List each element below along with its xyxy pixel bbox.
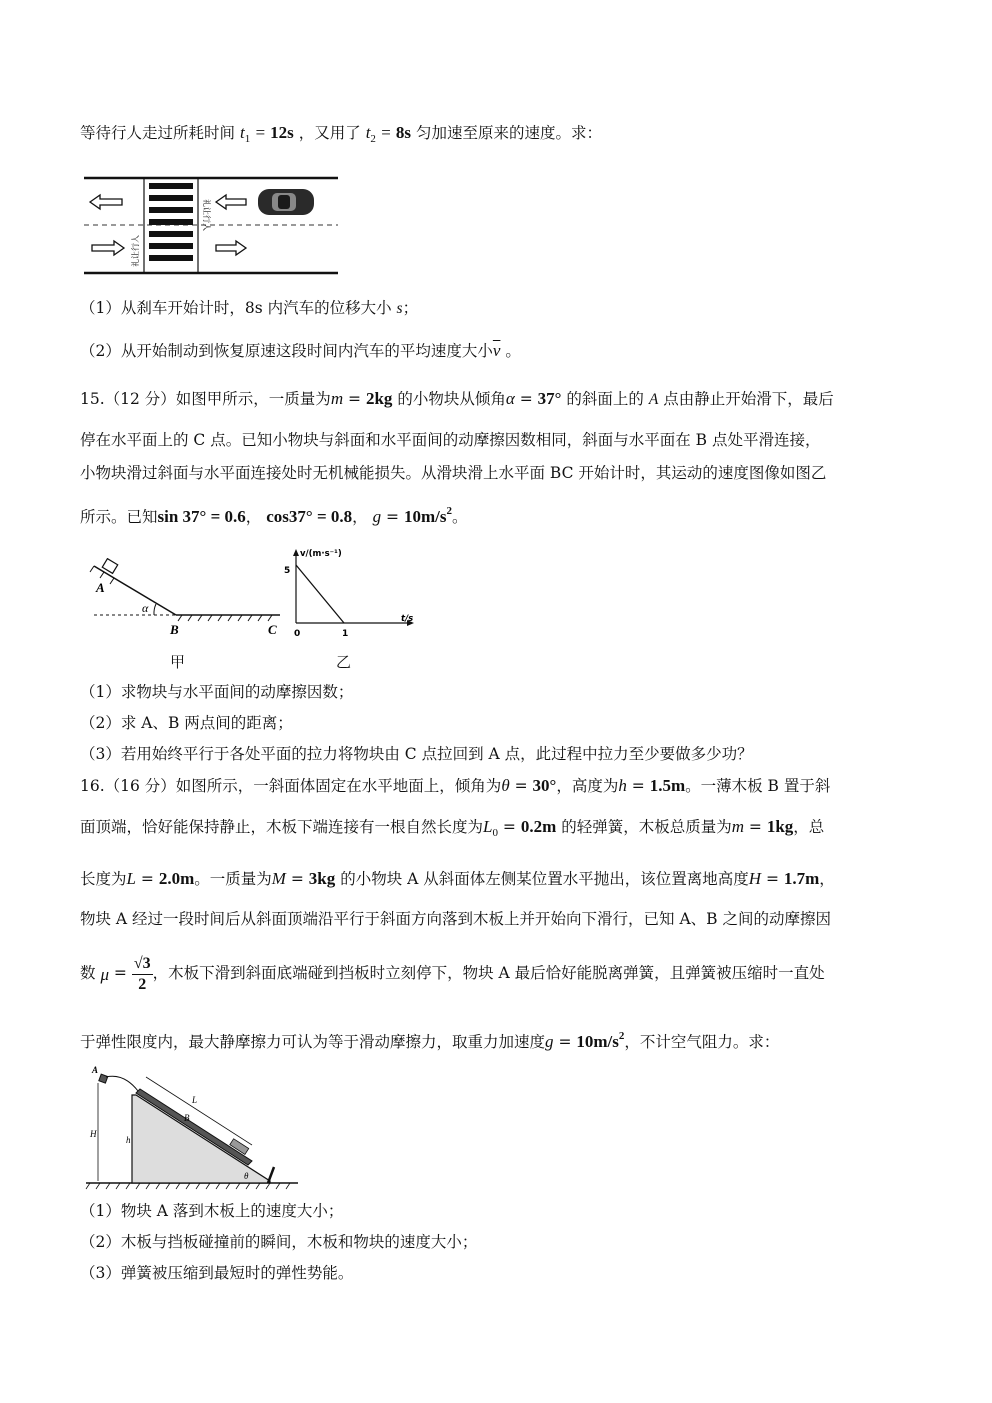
y-tick-label: 5 [284,566,291,576]
svg-text:B: B [184,1113,190,1123]
svg-text:礼让行人: 礼让行人 [202,199,211,231]
series-line [296,565,344,623]
svg-text:礼让行人: 礼让行人 [131,235,140,267]
q14-sub2: （2）从开始制动到恢复原速这段时间内汽车的平均速度大小$\overline{v}$ 。 [80,341,521,360]
t1-formula: $t_1 = 12s$ [239,123,294,145]
q15-sub1: （1）求物块与水平面间的动摩擦因数； [80,683,354,701]
q15-sub3: （3）若用始终平行于各处平面的拉力将物块由 C 点拉回到 A 点，此过程中拉力至少要做多少功？ [80,745,753,763]
figure-16-incline [84,1063,302,1191]
car-icon [258,189,314,215]
svg-text:h: h [126,1135,131,1145]
y-axis-label: v/(m·s⁻¹) [300,549,342,559]
svg-text:θ: θ [244,1171,249,1181]
x-axis-label: t/s [401,614,414,624]
q15-line4: 所示。已知sin 37° = 0.6， cos37° = 0.8， $g = 10m/s^2$。 [80,505,468,526]
q15-line2: 停在水平面上的 C 点。已知小物块与斜面和水平面间的动摩擦因数相同，斜面与水平面在 B 点处平滑连接， [80,431,821,449]
svg-text:B: B [170,622,179,637]
q16-line4: 物块 A 经过一段时间后从斜面顶端沿平行于斜面方向落到木板上并开始向下滑行，已知 A、B 之间的动摩擦因 [80,910,831,928]
svg-text:H: H [90,1129,97,1139]
road-crossing-figure [82,175,340,277]
svg-text:C: C [268,622,277,637]
q15-line1: 15.（12 分）如图甲所示，一质量为m = 2kg 的小物块从倾角α = 37° 的斜面上的 A 点由静止开始滑下，最后 [80,389,834,408]
q16-line6: 于弹性限度内，最大静摩擦力可认为等于滑动摩擦力，取重力加速度$g = 10m/s^2$，不计空气阻力。求： [80,1030,780,1051]
q16-sub2: （2）木板与挡板碰撞前的瞬间，木板和物块的速度大小； [80,1233,478,1251]
q16-sub1: （1）物块 A 落到木板上的速度大小； [80,1202,344,1220]
q16-line5: 数 μ = $\frac{√3}{2}$ ，木板下滑到斜面底端碰到挡板时立刻停下，物块 A 最后恰好能脱离弹簧，且弹簧被压缩时一直处 [80,954,825,993]
q14-sub1: （1）从刹车开始计时，8s 内汽车的位移大小 s； [80,299,419,317]
y-axis-arrow [293,549,299,556]
mu-fraction: $\frac{√3}{2}$ [133,954,151,993]
caption-yi: 乙 [336,653,352,671]
q16-line2: 面顶端，恰好能保持静止，木板下端连接有一根自然长度为$L_0 = 0.2m$ 的轻弹簧，木板总质量为m = 1kg，总 [80,817,825,839]
figure-yi-velocity-chart [280,545,430,645]
x-tick-label-1: 1 [342,629,349,639]
intro-line: 等待行人走过所耗时间 $t_1 = 12s$ ，又用了 $t_2 = 8s$ 匀加速至原来的速度。求： [80,123,602,145]
t2-formula: $t_2 = 8s$ [365,123,412,145]
caption-jia: 甲 [170,653,186,671]
q16-line1: 16.（16 分）如图所示，一斜面体固定在水平地面上，倾角为θ = 30°，高度为h = 1.5m。一薄木板 B 置于斜 [80,776,831,795]
svg-text:α: α [142,601,149,615]
svg-text:A: A [92,1065,99,1075]
q15-line3: 小物块滑过斜面与水平面连接处时无机械能损失。从滑块滑上水平面 BC 开始计时，其运动的速度图像如图乙 [80,464,827,482]
q16-line3: 长度为L = 2.0m。一质量为M = 3kg 的小物块 A 从斜面体左侧某位置水平抛出，该位置离地高度H = 1.7m， [80,869,835,888]
svg-text:A: A [96,580,105,595]
q15-sub2: （2）求 A、B 两点间的距离； [80,714,293,732]
q16-sub3: （3）弹簧被压缩到最短时的弹性势能。 [80,1264,354,1282]
x-tick-label-0: 0 [294,629,301,639]
svg-text:L: L [192,1095,198,1105]
